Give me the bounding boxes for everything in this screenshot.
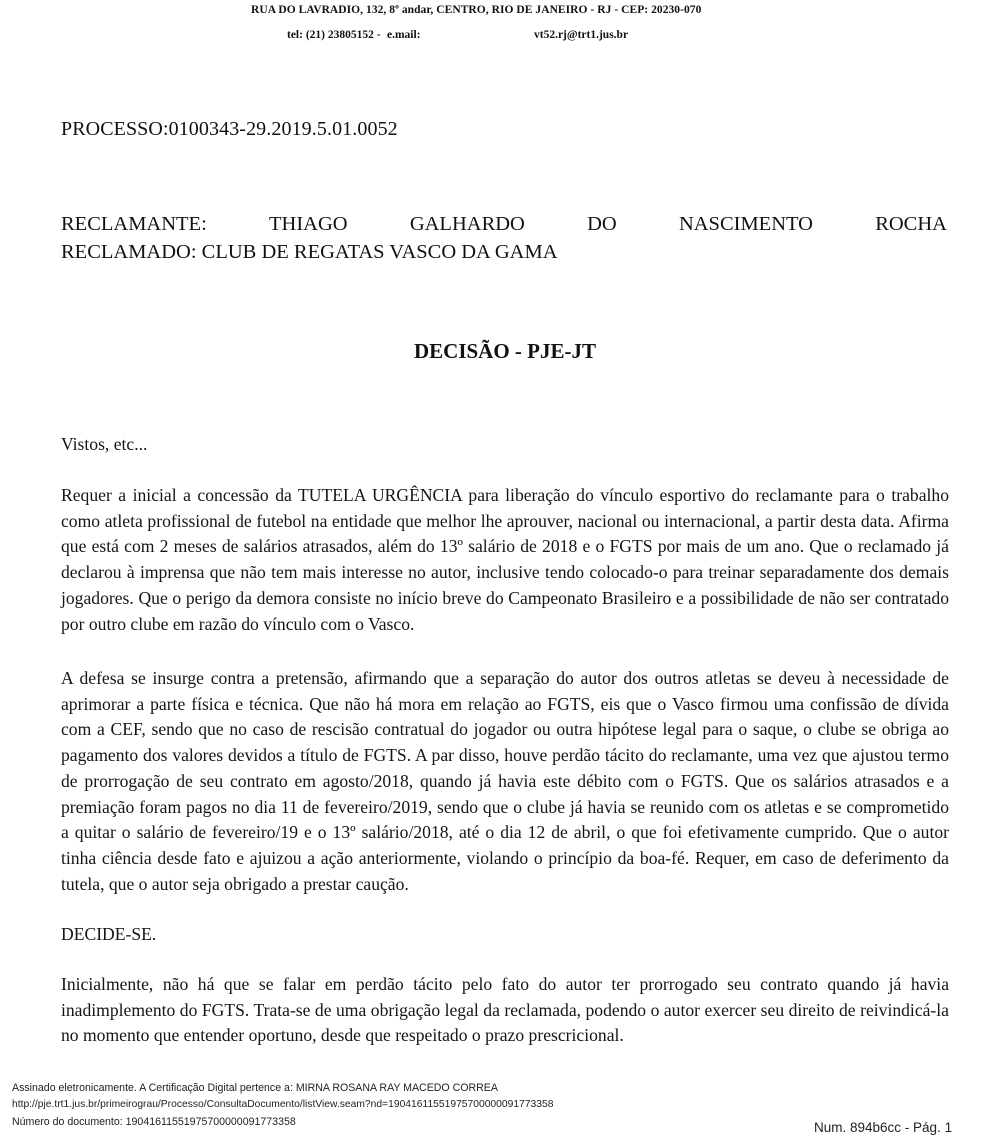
court-phone: tel: (21) 23805152 - bbox=[287, 29, 381, 41]
document-number: Número do documento: 19041611551975700000091773358 bbox=[12, 1116, 296, 1128]
reclamado-line: RECLAMADO: CLUB DE REGATAS VASCO DA GAMA bbox=[61, 241, 558, 263]
document-url[interactable]: http://pje.trt1.jus.br/primeirograu/Processo/ConsultaDocumento/listView.seam?nd=19041611551975700000091773358 bbox=[12, 1099, 554, 1110]
reclamante-name-word: GALHARDO bbox=[409, 213, 525, 235]
paragraph-petition: Requer a inicial a concessão da TUTELA URGÊNCIA para liberação do vínculo esportivo do reclamante para o trabalho como atleta profissional de futebol na entidade que melhor lhe aprouver, nacional ou internacional, a partir desta data. Afirma que está com 2 meses de salários atrasados, além do 13º salário de 2018 e o FGTS por mais de um ano. Que o reclamado já declarou à imprensa que não tem mais interesse no autor, inclusive tendo colocado-o para treinar separadamente dos demais jogadores. Que o perigo da demora consiste no início breve do Campeonato Brasileiro e a possibilidade de não ser contratado por outro clube em razão do vínculo com o Vasco. bbox=[61, 485, 949, 634]
court-email-label: e.mail: bbox=[387, 29, 421, 41]
signature-note: Assinado eletronicamente. A Certificação Digital pertence a: MIRNA ROSANA RAY MACEDO CORREA bbox=[12, 1082, 498, 1094]
reclamante-name-word: DO bbox=[587, 213, 617, 235]
decide-se-heading: DECIDE-SE. bbox=[61, 924, 157, 944]
vistos-text: Vistos, etc... bbox=[61, 434, 148, 454]
court-address: RUA DO LAVRADIO, 132, 8º andar, CENTRO, RIO DE JANEIRO - RJ - CEP: 20230-070 bbox=[251, 4, 702, 16]
reclamante-name-word: NASCIMENTO bbox=[678, 213, 813, 235]
process-number: PROCESSO:0100343-29.2019.5.01.0052 bbox=[61, 118, 398, 140]
document-title: DECISÃO - PJE-JT bbox=[413, 339, 597, 363]
reclamante-name-word: ROCHA bbox=[875, 213, 947, 235]
reclamante-line bbox=[61, 213, 947, 236]
page-number: Num. 894b6cc - Pág. 1 bbox=[814, 1120, 953, 1135]
reclamante-name-word: THIAGO bbox=[269, 213, 348, 235]
paragraph-decision: Inicialmente, não há que se falar em perdão tácito pelo fato do autor ter prorrogado seu contrato quando já havia inadimplemento do FGTS. Trata-se de uma obrigação legal da reclamada, podendo o autor exercer seu direito de reivindicá-la no momento que entender oportuno, desde que respeitado o prazo prescricional. bbox=[61, 974, 949, 1046]
court-email: vt52.rj@trt1.jus.br bbox=[534, 29, 629, 41]
reclamante-label: RECLAMANTE: bbox=[61, 213, 207, 235]
paragraph-defense: A defesa se insurge contra a pretensão, afirmando que a separação do autor dos outros atletas se deveu à necessidade de aprimorar a parte física e técnica. Que não há mora em relação ao FGTS, eis que o Vasco firmou uma confissão de dívida com a CEF, sendo que no caso de rescisão contratual do jogador ou outra hipótese legal para o saque, o clube se obriga ao pagamento dos valores devidos a título de FGTS. A par disso, houve perdão tácito do reclamante, uma vez que ajustou termo de prorrogação de seu contrato em agosto/2018, quando já havia este débito com o FGTS. Que os salários atrasados e a premiação foram pagos no dia 11 de fevereiro/2019, sendo que o clube já havia se reunido com os atletas e se comprometido a quitar o salário de fevereiro/19 e o 13º salário/2018, até o dia 12 de abril, o que foi efetivamente cumprido. Que o autor tinha ciência desde fato e ajuizou a ação anteriormente, violando o princípio da boa-fé. Requer, em caso de deferimento da tutela, que o autor seja obrigado a prestar caução. bbox=[61, 668, 949, 894]
